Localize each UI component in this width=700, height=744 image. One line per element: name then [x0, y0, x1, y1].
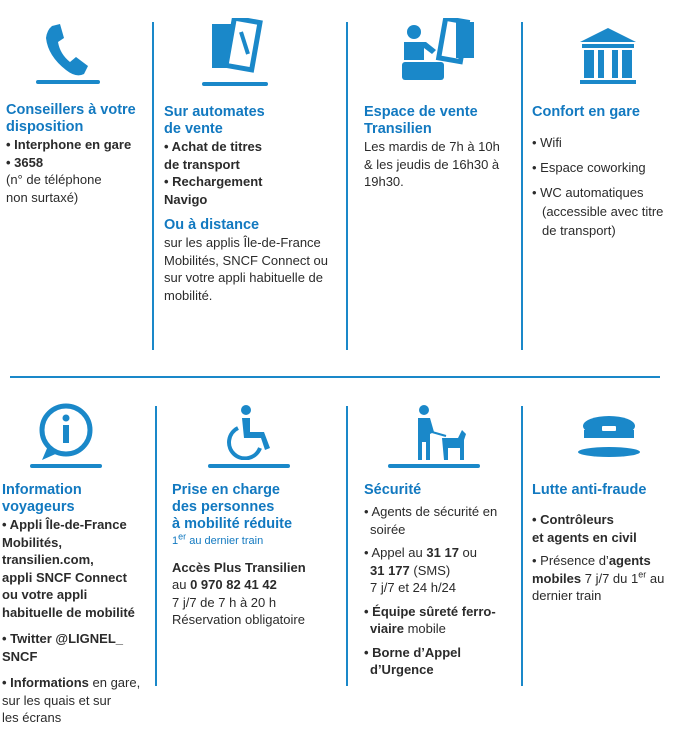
phone-line: au 0 970 82 41 42 — [172, 577, 277, 592]
bullet-item: 7 j/7 et 24 h/24 — [370, 580, 457, 595]
icon-underline — [208, 464, 290, 468]
bullet-item: • Achat de titres — [164, 139, 262, 154]
icon-underline — [30, 464, 102, 468]
text-line: sur votre appli habituelle de — [164, 270, 323, 285]
text-line: sur les quais et sur — [2, 692, 112, 708]
bullet-item: mobiles 7 j/7 du 1er au — [532, 569, 665, 586]
bullet-item: • Borne d’Appel — [364, 644, 461, 660]
bullet-item: de transport) — [542, 223, 616, 238]
bullet-item: appli SNCF Connect — [2, 569, 127, 585]
bullet-item: dernier train — [532, 588, 602, 603]
bullet-item: soirée — [370, 521, 406, 537]
bullet-item: • Équipe sûreté ferro- — [364, 603, 496, 619]
text-line: Réservation obligatoire — [172, 612, 305, 627]
divider — [152, 22, 154, 350]
note: non surtaxé) — [6, 189, 79, 205]
divider — [155, 406, 157, 686]
column-title: Transilien — [364, 121, 432, 137]
text-line: 19h30. — [364, 174, 404, 189]
bullet-item: et agents en civil — [532, 529, 637, 545]
security-column — [364, 482, 520, 679]
service-name: Accès Plus Transilien — [172, 559, 306, 575]
icon-underline — [202, 82, 268, 86]
station-comfort-column — [532, 104, 697, 240]
column-title: Lutte anti-fraude — [532, 482, 647, 498]
bullet-item: viaire mobile — [370, 621, 446, 636]
section-subtitle: Ou à distance — [164, 217, 260, 233]
column-title: Prise en charge — [172, 482, 280, 498]
divider — [346, 406, 348, 686]
bullet-item: Mobilités, — [2, 534, 62, 550]
text-line: 7 j/7 de 7 h à 20 h — [172, 594, 277, 610]
traveller-info-column — [2, 482, 154, 727]
bullet-item: • Agents de sécurité en — [364, 504, 498, 519]
ticket-desk-icon — [398, 18, 478, 82]
column-title: Conseillers à votre — [6, 102, 136, 118]
note: 1er au dernier train — [172, 531, 264, 547]
reduced-mobility-column — [172, 482, 344, 629]
sales-space-column — [364, 104, 519, 191]
bullet-item: • 3658 — [6, 154, 44, 170]
ticket-icon — [206, 18, 264, 80]
security-agent-dog-icon — [412, 404, 468, 462]
ticket-control-icon — [576, 412, 642, 458]
advisors-column — [6, 102, 151, 206]
divider — [521, 22, 523, 350]
text-line: Les mardis de 7h à 10h — [364, 139, 500, 154]
bullet-item: habituelle de mobilité — [2, 604, 135, 620]
bullet-item: • Appli Île-de-France — [2, 517, 127, 532]
column-title: de vente — [164, 121, 223, 137]
bullet-item: SNCF — [2, 648, 38, 664]
station-building-icon — [578, 26, 638, 84]
divider — [521, 406, 523, 686]
column-title: Sécurité — [364, 482, 422, 498]
icon-underline — [36, 80, 100, 84]
bullet-item: Navigo — [164, 191, 208, 207]
bullet-item: • Rechargement — [164, 174, 263, 189]
ticket-machines-column — [164, 104, 344, 304]
column-title: voyageurs — [2, 499, 75, 515]
phone-icon — [38, 20, 98, 78]
text-line: les écrans — [2, 710, 62, 725]
column-title: Confort en gare — [532, 104, 640, 120]
bullet-item: de transport — [164, 156, 240, 172]
bullet-item: ou votre appli — [2, 587, 88, 602]
note: (n° de téléphone — [6, 172, 102, 187]
bullet-item: • WC automatiques — [532, 185, 644, 200]
bullet-item: • Contrôleurs — [532, 512, 614, 527]
text-line: & les jeudis de 16h30 à — [364, 156, 500, 172]
column-title: Information — [2, 482, 82, 498]
column-title: des personnes — [172, 499, 275, 515]
bullet-item: • Appel au 31 17 ou — [364, 545, 478, 560]
text-line: Mobilités, SNCF Connect ou — [164, 252, 329, 268]
section-divider — [10, 376, 660, 378]
bullet-item: • Wifi — [532, 135, 562, 150]
bullet-item: d’Urgence — [370, 662, 434, 677]
bullet-item: • Informations en gare, — [2, 675, 141, 690]
anti-fraud-column — [532, 482, 698, 605]
column-title: Espace de vente — [364, 104, 478, 120]
info-bubble-icon — [34, 402, 102, 464]
divider — [346, 22, 348, 350]
bullet-item: • Twitter @LIGNEL_ — [2, 631, 123, 646]
column-title: disposition — [6, 119, 84, 135]
phone-number[interactable]: 0 970 82 41 42 — [190, 577, 277, 592]
icon-underline — [388, 464, 480, 468]
column-title: Sur automates — [164, 104, 265, 120]
bullet-item: • Espace coworking — [532, 160, 646, 175]
column-title: à mobilité réduite — [172, 516, 293, 532]
bullet-item: (accessible avec titre — [542, 204, 664, 219]
text-line: mobilité. — [164, 287, 213, 303]
wheelchair-icon — [226, 404, 276, 460]
bullet-item: transilien.com, — [2, 552, 94, 567]
text-line: sur les applis Île-de-France — [164, 235, 321, 250]
bullet-item: 31 177 (SMS) — [370, 562, 451, 578]
bullet-item: • Interphone en gare — [6, 137, 132, 152]
bullet-item: • Présence d’agents — [532, 553, 651, 568]
